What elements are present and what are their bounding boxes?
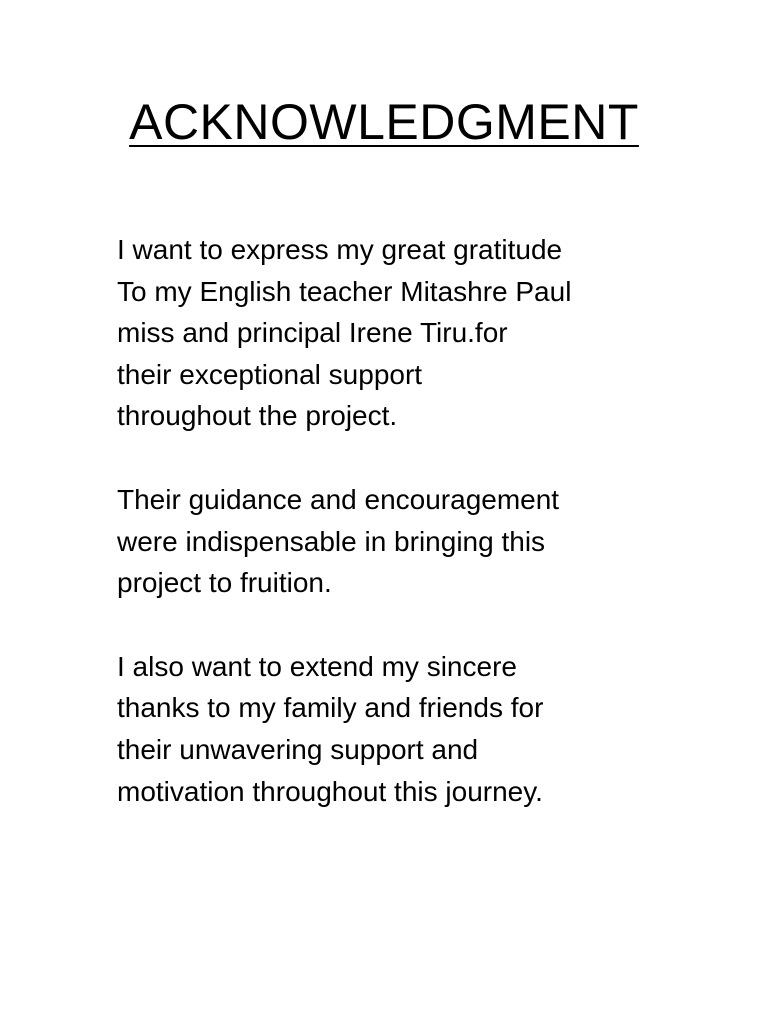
paragraph-line: miss and principal Irene Tiru.for	[117, 317, 508, 349]
paragraph-line: I want to express my great gratitude	[117, 234, 563, 265]
paragraph-line: motivation throughout this journey.	[117, 775, 543, 807]
paragraph-line: their unwavering support and	[117, 733, 479, 765]
paragraph-gratitude	[117, 229, 737, 437]
paragraph-line: thanks to my family and friends for	[117, 692, 544, 724]
paragraph-line: I also want to extend my sincere	[117, 650, 517, 682]
document-title-text: ACKNOWLEDGMENT	[129, 94, 639, 150]
paragraph-thanks	[117, 646, 737, 812]
paragraph-line: were indispensable in bringing this	[117, 525, 546, 557]
paragraph-line: Their guidance and encouragement	[117, 483, 560, 515]
paragraph-line: To my English teacher Mitashre Paul	[117, 275, 572, 307]
paragraph-guidance	[117, 479, 737, 604]
document-body	[117, 229, 737, 854]
document-title	[0, 92, 768, 152]
paragraph-line: throughout the project.	[117, 400, 398, 432]
paragraph-line: project to fruition.	[117, 567, 332, 599]
paragraph-line: their exceptional support	[117, 358, 423, 390]
